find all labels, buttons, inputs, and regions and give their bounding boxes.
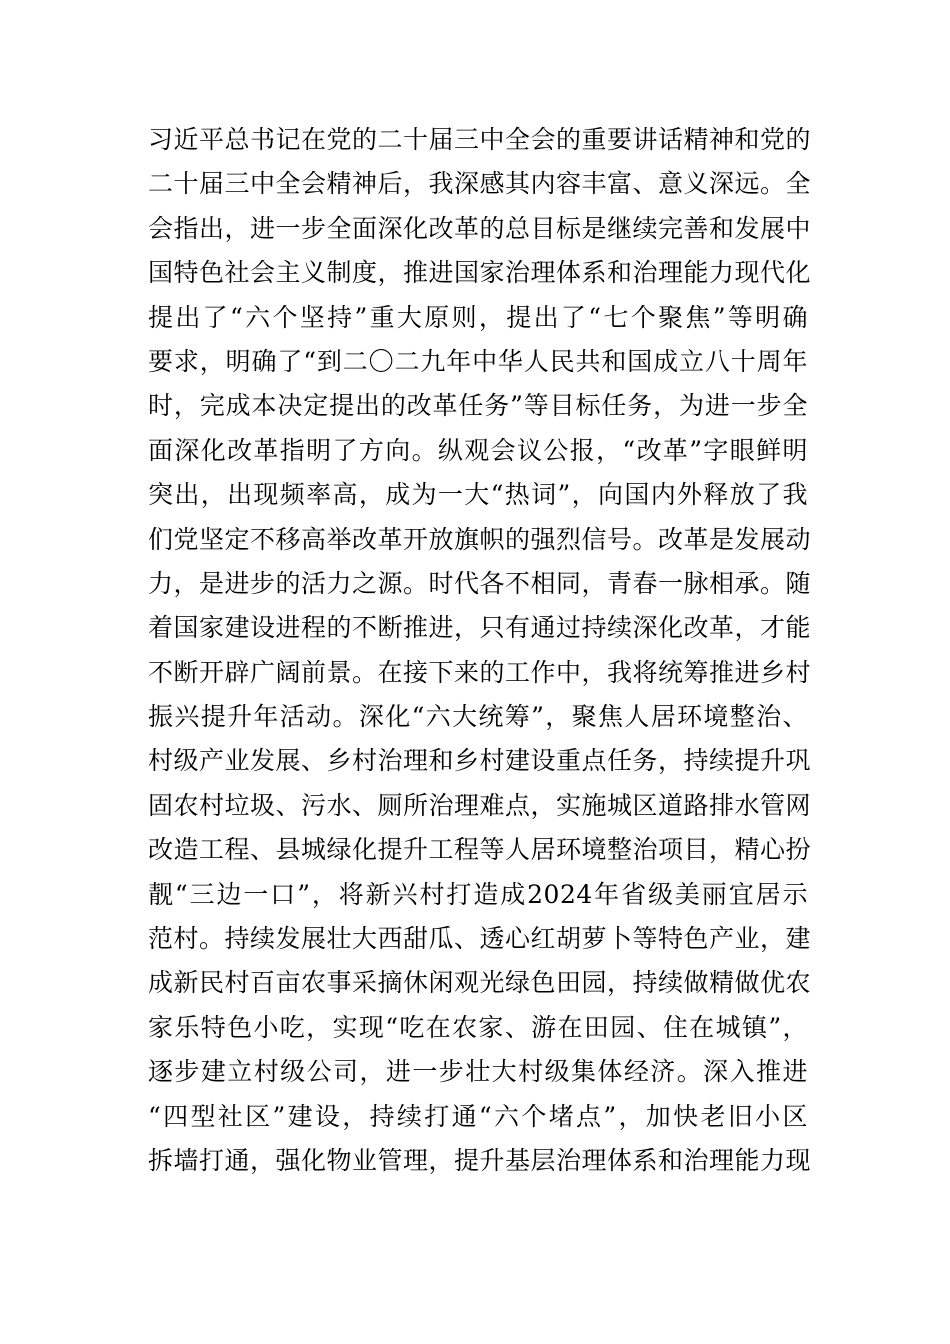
text-line: 提出了“六个坚持”重大原则，提出了“七个聚焦”等明确 xyxy=(148,302,809,332)
text-line: 着国家建设进程的不断推进，只有通过持续深化改革，才能 xyxy=(148,613,812,643)
text-line: 要求，明确了“到二〇二九年中华人民共和国成立八十周年 xyxy=(148,346,808,376)
text-line: 会指出，进一步全面深化改革的总目标是继续完善和发展中 xyxy=(148,213,812,243)
text-line: 不断开辟广阔前景。在接下来的工作中，我将统筹推进乡村 xyxy=(148,657,812,687)
text-line: 习近平总书记在党的二十届三中全会的重要讲话精神和党的 xyxy=(148,125,812,154)
text-line: 二十届三中全会精神后，我深感其内容丰富、意义深远。全 xyxy=(148,169,812,199)
text-line: 拆墙打通，强化物业管理，提升基层治理体系和治理能力现 xyxy=(148,1145,812,1175)
text-line: 村级产业发展、乡村治理和乡村建设重点任务，持续提升巩 xyxy=(148,746,812,776)
text-line: 逐步建立村级公司，进一步壮大村级集体经济。深入推进 xyxy=(148,1057,808,1087)
text-line: 范村。持续发展壮大西甜瓜、透心红胡萝卜等特色产业，建 xyxy=(148,924,812,954)
text-line: 面深化改革指明了方向。纵观会议公报，“改革”字眼鲜明 xyxy=(148,435,808,465)
text-line: 固农村垃圾、污水、厕所治理难点，实施城区道路排水管网 xyxy=(148,790,812,820)
text-line: 国特色社会主义制度，推进国家治理体系和治理能力现代化 xyxy=(148,258,812,288)
text-line: “四型社区”建设，持续打通“六个堵点”，加快老旧小区 xyxy=(148,1101,808,1131)
text-line: 突出，出现频率高，成为一大“热词”，向国内外释放了我 xyxy=(148,480,808,510)
text-line: 们党坚定不移高举改革开放旗帜的强烈信号。改革是发展动 xyxy=(148,524,812,554)
text-line: 成新民村百亩农事采摘休闲观光绿色田园，持续做精做优农 xyxy=(148,968,812,998)
text-line: 振兴提升年活动。深化“六大统筹”，聚焦人居环境整治、 xyxy=(148,702,808,732)
text-line: 改造工程、县城绿化提升工程等人居环境整治项目，精心扮 xyxy=(148,835,812,865)
body-text xyxy=(148,118,812,1183)
text-line: 靓“三边一口”，将新兴村打造成2024年省级美丽宜居示 xyxy=(148,879,808,909)
text-line: 时，完成本决定提出的改革任务”等目标任务，为进一步全 xyxy=(148,391,808,421)
text-line: 家乐特色小吃，实现“吃在农家、游在田园、住在城镇”， xyxy=(148,1012,808,1042)
text-line: 力，是进步的活力之源。时代各不相同，青春一脉相承。随 xyxy=(148,568,812,598)
